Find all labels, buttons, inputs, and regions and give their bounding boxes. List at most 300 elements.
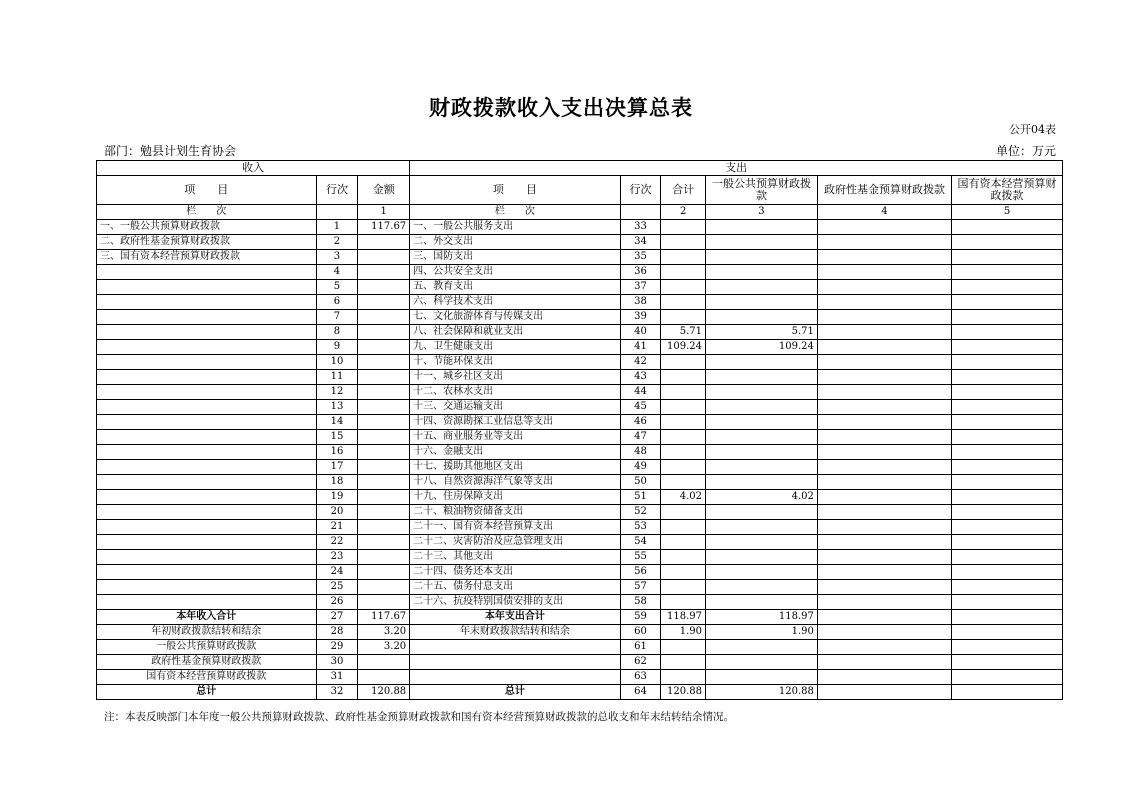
expense-general-cell [706, 220, 818, 235]
expense-row-no-cell: 51 [620, 490, 661, 505]
income-item-cell [97, 595, 317, 610]
sub-state-row [97, 670, 1063, 685]
year-income-amount: 117.67 [358, 610, 410, 625]
expense-general-cell [706, 595, 818, 610]
expense-fund-cell [817, 415, 951, 430]
income-row-no-cell: 23 [316, 550, 358, 565]
expense-general-cell [706, 475, 818, 490]
expense-state-cell [952, 250, 1063, 265]
expense-item-cell: 十四、资源勘探工业信息等支出 [410, 415, 620, 430]
begin-balance-no: 28 [316, 625, 358, 640]
table-row [97, 445, 1063, 460]
expense-row-no-cell: 54 [620, 535, 661, 550]
expense-row-no-cell: 50 [620, 475, 661, 490]
expense-general-cell [706, 385, 818, 400]
income-row-no-cell: 21 [316, 520, 358, 535]
grand-expense-general: 120.88 [706, 685, 818, 700]
expense-item-cell: 十五、商业服务业等支出 [410, 430, 620, 445]
income-amount-cell [358, 415, 410, 430]
begin-balance-label: 年初财政拨款结转和结余 [97, 625, 317, 640]
income-row-no-cell: 6 [316, 295, 358, 310]
income-amount-cell [358, 355, 410, 370]
table-row [97, 580, 1063, 595]
income-item-cell [97, 415, 317, 430]
expense-fund-cell [817, 310, 951, 325]
empty-cell [661, 655, 706, 670]
expense-state-cell [952, 460, 1063, 475]
sub-fund-ex-no: 62 [620, 655, 661, 670]
expense-item-cell: 三、国防支出 [410, 250, 620, 265]
expense-state-cell [952, 310, 1063, 325]
expense-fund-cell [817, 535, 951, 550]
income-item-cell [97, 430, 317, 445]
expense-item-cell: 十三、交通运输支出 [410, 400, 620, 415]
table-row [97, 310, 1063, 325]
table-row [97, 235, 1063, 250]
expense-item-cell: 十九、住房保障支出 [410, 490, 620, 505]
expense-state-cell [952, 430, 1063, 445]
year-expense-no: 59 [620, 610, 661, 625]
grand-income-no: 32 [316, 685, 358, 700]
expense-row-no-cell: 41 [620, 340, 661, 355]
empty-cell [358, 670, 410, 685]
income-item-cell [97, 325, 317, 340]
table-row [97, 295, 1063, 310]
expense-state-cell [952, 475, 1063, 490]
empty-cell [952, 640, 1063, 655]
grand-expense-total: 120.88 [661, 685, 706, 700]
year-expense-total: 118.97 [661, 610, 706, 625]
expense-total-header: 合计 [661, 176, 706, 205]
expense-row-no-cell: 48 [620, 445, 661, 460]
expense-row-no-cell: 46 [620, 415, 661, 430]
income-row-no-cell: 26 [316, 595, 358, 610]
income-row-no-cell: 11 [316, 370, 358, 385]
expense-general-cell [706, 550, 818, 565]
expense-row-no-cell: 42 [620, 355, 661, 370]
expense-state-cell [952, 595, 1063, 610]
expense-state-cell [952, 340, 1063, 355]
expense-item-cell: 七、文化旅游体育与传媒支出 [410, 310, 620, 325]
expense-item-cell: 十一、城乡社区支出 [410, 370, 620, 385]
empty-cell [706, 670, 818, 685]
sub-general-row [97, 640, 1063, 655]
expense-item-cell: 二十三、其他支出 [410, 550, 620, 565]
expense-rowno-header: 行次 [620, 176, 661, 205]
end-balance-label: 年末财政拨款结转和结余 [410, 625, 620, 640]
expense-general-cell [706, 400, 818, 415]
col-1-label: 1 [358, 205, 410, 220]
empty-cell [358, 655, 410, 670]
sub-fund-label: 政府性基金预算财政拨款 [97, 655, 317, 670]
table-row [97, 400, 1063, 415]
income-item-cell [97, 400, 317, 415]
end-balance-no: 60 [620, 625, 661, 640]
income-row-no-cell: 24 [316, 565, 358, 580]
income-amount-cell [358, 430, 410, 445]
expense-fund-cell [817, 430, 951, 445]
income-amount-cell [358, 385, 410, 400]
empty-cell [952, 685, 1063, 700]
expense-state-cell [952, 355, 1063, 370]
expense-header: 支出 [410, 161, 1063, 176]
expense-total-cell: 4.02 [661, 490, 706, 505]
expense-state-cell [952, 520, 1063, 535]
empty-cell [661, 640, 706, 655]
expense-general-cell [706, 370, 818, 385]
grand-income-amount: 120.88 [358, 685, 410, 700]
expense-fund-cell [817, 265, 951, 280]
table-row [97, 520, 1063, 535]
expense-total-cell [661, 550, 706, 565]
income-amount-cell [358, 565, 410, 580]
income-item-header: 项 目 [97, 176, 317, 205]
expense-total-cell [661, 355, 706, 370]
unit-label: 单位：万元 [995, 144, 1056, 158]
end-balance-fund [817, 625, 951, 640]
income-row-no-cell: 2 [316, 235, 358, 250]
income-row-no-cell: 16 [316, 445, 358, 460]
expense-state-cell [952, 265, 1063, 280]
expense-state-cell [952, 235, 1063, 250]
expense-fund-cell [817, 550, 951, 565]
income-amount-cell [358, 490, 410, 505]
expense-total-cell [661, 535, 706, 550]
income-row-no-cell: 3 [316, 250, 358, 265]
empty-cell [952, 670, 1063, 685]
expense-general-cell: 109.24 [706, 340, 818, 355]
income-item-cell [97, 505, 317, 520]
state-capital-header: 国有资本经营预算财政拨款 [952, 176, 1063, 205]
income-amount-cell [358, 595, 410, 610]
header-row-columns [97, 176, 1063, 205]
income-amount-cell [358, 445, 410, 460]
table-row [97, 355, 1063, 370]
expense-fund-cell [817, 520, 951, 535]
expense-total-cell [661, 310, 706, 325]
income-amount-cell [358, 460, 410, 475]
year-income-no: 27 [316, 610, 358, 625]
end-balance-general: 1.90 [706, 625, 818, 640]
expense-fund-cell [817, 565, 951, 580]
table-row [97, 415, 1063, 430]
income-row-no-cell: 10 [316, 355, 358, 370]
expense-row-no-cell: 33 [620, 220, 661, 235]
income-amount-cell [358, 325, 410, 340]
expense-total-cell [661, 280, 706, 295]
end-balance-total: 1.90 [661, 625, 706, 640]
income-amount-cell [358, 280, 410, 295]
expense-row-no-cell: 58 [620, 595, 661, 610]
expense-state-cell [952, 415, 1063, 430]
expense-general-cell [706, 535, 818, 550]
report-title: 财政拨款收入支出决算总表 [429, 95, 693, 120]
year-expense-state [952, 610, 1063, 625]
end-balance-state [952, 625, 1063, 640]
expense-fund-cell [817, 580, 951, 595]
empty-cell [706, 640, 818, 655]
expense-item-cell: 五、教育支出 [410, 280, 620, 295]
expense-fund-cell [817, 370, 951, 385]
expense-row-no-cell: 40 [620, 325, 661, 340]
expense-row-no-cell: 37 [620, 280, 661, 295]
expense-fund-cell [817, 250, 951, 265]
expense-general-cell: 5.71 [706, 325, 818, 340]
expense-total-cell [661, 505, 706, 520]
expense-item-cell: 十六、金融支出 [410, 445, 620, 460]
expense-item-cell: 二十五、债务付息支出 [410, 580, 620, 595]
income-row-no-cell: 15 [316, 430, 358, 445]
empty-cell [817, 685, 951, 700]
expense-general-cell [706, 310, 818, 325]
sub-fund-row [97, 655, 1063, 670]
income-amount-cell [358, 535, 410, 550]
expense-total-cell [661, 415, 706, 430]
expense-item-cell: 四、公共安全支出 [410, 265, 620, 280]
expense-row-no-cell: 35 [620, 250, 661, 265]
income-item-cell [97, 490, 317, 505]
income-header: 收入 [97, 161, 410, 176]
table-row [97, 265, 1063, 280]
expense-row-no-cell: 44 [620, 385, 661, 400]
income-item-cell: 一、一般公共预算财政拨款 [97, 220, 317, 235]
empty-cell [410, 670, 620, 685]
expense-row-no-cell: 38 [620, 295, 661, 310]
income-item-cell [97, 385, 317, 400]
table-row [97, 535, 1063, 550]
expense-row-no-cell: 56 [620, 565, 661, 580]
expense-fund-cell [817, 325, 951, 340]
income-row-no-cell: 7 [316, 310, 358, 325]
col-5-label: 5 [952, 205, 1063, 220]
empty-cell [817, 640, 951, 655]
expense-state-cell [952, 280, 1063, 295]
empty-cell [952, 655, 1063, 670]
expense-total-cell [661, 445, 706, 460]
income-item-cell: 三、国有资本经营预算财政拨款 [97, 250, 317, 265]
sub-general-amount: 3.20 [358, 640, 410, 655]
expense-fund-cell [817, 475, 951, 490]
table-row [97, 280, 1063, 295]
expense-row-no-cell: 49 [620, 460, 661, 475]
table-row [97, 460, 1063, 475]
year-expense-label: 本年支出合计 [410, 610, 620, 625]
table-row [97, 505, 1063, 520]
income-item-cell [97, 280, 317, 295]
expense-fund-cell [817, 505, 951, 520]
income-item-cell [97, 460, 317, 475]
sub-general-ex-no: 61 [620, 640, 661, 655]
expense-general-cell [706, 460, 818, 475]
income-item-cell [97, 370, 317, 385]
income-row-no-cell: 19 [316, 490, 358, 505]
expense-fund-cell [817, 445, 951, 460]
table-row [97, 430, 1063, 445]
expense-state-cell [952, 370, 1063, 385]
expense-total-cell [661, 520, 706, 535]
income-rowno-cell [316, 205, 358, 220]
expense-state-cell [952, 490, 1063, 505]
income-row-no-cell: 25 [316, 580, 358, 595]
expense-total-cell [661, 580, 706, 595]
income-item-cell [97, 265, 317, 280]
empty-cell [817, 655, 951, 670]
income-row-no-cell: 4 [316, 265, 358, 280]
expense-total-cell [661, 595, 706, 610]
empty-cell [661, 670, 706, 685]
grand-income-label: 总计 [97, 685, 317, 700]
empty-cell [817, 670, 951, 685]
expense-state-cell [952, 565, 1063, 580]
expense-total-cell [661, 235, 706, 250]
sub-state-no: 31 [316, 670, 358, 685]
column-number-row [97, 205, 1063, 220]
income-row-no-cell: 8 [316, 325, 358, 340]
expense-general-cell [706, 355, 818, 370]
expense-general-cell [706, 430, 818, 445]
expense-rowno-cell [620, 205, 661, 220]
expense-total-cell [661, 400, 706, 415]
grand-expense-no: 64 [620, 685, 661, 700]
expense-total-cell [661, 250, 706, 265]
expense-general-cell [706, 580, 818, 595]
expense-general-cell [706, 250, 818, 265]
income-item-cell [97, 340, 317, 355]
department-label: 部门：勉县计划生育协会 [104, 144, 237, 158]
expense-state-cell [952, 325, 1063, 340]
grand-expense-label: 总计 [410, 685, 620, 700]
table-row [97, 490, 1063, 505]
sub-general-label: 一般公共预算财政拨款 [97, 640, 317, 655]
expense-row-no-cell: 55 [620, 550, 661, 565]
expense-general-cell [706, 235, 818, 250]
income-row-no-cell: 17 [316, 460, 358, 475]
income-item-cell [97, 565, 317, 580]
income-rowno-header: 行次 [316, 176, 358, 205]
table-row [97, 325, 1063, 340]
income-column-no-label: 栏 次 [97, 205, 317, 220]
income-row-no-cell: 5 [316, 280, 358, 295]
sub-fund-no: 30 [316, 655, 358, 670]
expense-row-no-cell: 47 [620, 430, 661, 445]
expense-fund-cell [817, 595, 951, 610]
empty-cell [410, 655, 620, 670]
col-3-label: 3 [706, 205, 818, 220]
expense-total-cell [661, 430, 706, 445]
income-amount-cell [358, 580, 410, 595]
expense-general-cell: 4.02 [706, 490, 818, 505]
expense-state-cell [952, 505, 1063, 520]
expense-general-cell [706, 265, 818, 280]
income-row-no-cell: 1 [316, 220, 358, 235]
expense-item-cell: 二十四、债务还本支出 [410, 565, 620, 580]
expense-total-cell: 5.71 [661, 325, 706, 340]
expense-total-cell [661, 265, 706, 280]
income-amount-cell [358, 250, 410, 265]
year-expense-general: 118.97 [706, 610, 818, 625]
expense-general-cell [706, 505, 818, 520]
income-amount-cell [358, 520, 410, 535]
expense-fund-cell [817, 295, 951, 310]
income-item-cell [97, 550, 317, 565]
income-row-no-cell: 22 [316, 535, 358, 550]
income-amount-header: 金额 [358, 176, 410, 205]
income-amount-cell [358, 400, 410, 415]
expense-fund-cell [817, 490, 951, 505]
expense-total-cell [661, 385, 706, 400]
expense-state-cell [952, 295, 1063, 310]
income-amount-cell [358, 550, 410, 565]
expense-item-cell: 二十、粮油物资储备支出 [410, 505, 620, 520]
expense-row-no-cell: 52 [620, 505, 661, 520]
sub-state-label: 国有资本经营预算财政拨款 [97, 670, 317, 685]
expense-item-cell: 十七、援助其他地区支出 [410, 460, 620, 475]
year-income-label: 本年收入合计 [97, 610, 317, 625]
income-item-cell [97, 475, 317, 490]
income-row-no-cell: 13 [316, 400, 358, 415]
income-row-no-cell: 18 [316, 475, 358, 490]
expense-fund-cell [817, 340, 951, 355]
expense-general-cell [706, 280, 818, 295]
income-amount-cell [358, 475, 410, 490]
empty-cell [706, 655, 818, 670]
expense-state-cell [952, 400, 1063, 415]
income-amount-cell [358, 310, 410, 325]
expense-row-no-cell: 36 [620, 265, 661, 280]
income-amount-cell [358, 235, 410, 250]
expense-total-cell [661, 295, 706, 310]
expense-column-no-label: 栏 次 [410, 205, 620, 220]
expense-row-no-cell: 43 [620, 370, 661, 385]
table-row [97, 550, 1063, 565]
expense-general-cell [706, 415, 818, 430]
carryover-row [97, 625, 1063, 640]
expense-item-cell: 十、节能环保支出 [410, 355, 620, 370]
col-2-label: 2 [661, 205, 706, 220]
expense-total-cell [661, 460, 706, 475]
income-item-cell [97, 445, 317, 460]
table-row [97, 475, 1063, 490]
expense-general-cell [706, 520, 818, 535]
expense-item-cell: 十八、自然资源海洋气象等支出 [410, 475, 620, 490]
expense-item-header: 项 目 [410, 176, 620, 205]
expense-fund-cell [817, 385, 951, 400]
expense-total-cell [661, 370, 706, 385]
income-item-cell [97, 535, 317, 550]
expense-fund-cell [817, 400, 951, 415]
expense-item-cell: 九、卫生健康支出 [410, 340, 620, 355]
expense-fund-cell [817, 235, 951, 250]
table-row [97, 385, 1063, 400]
expense-item-cell: 二十六、抗疫特别国债安排的支出 [410, 595, 620, 610]
income-item-cell [97, 355, 317, 370]
table-row [97, 340, 1063, 355]
table-row [97, 370, 1063, 385]
sub-general-no: 29 [316, 640, 358, 655]
table-row [97, 220, 1063, 235]
income-amount-cell [358, 340, 410, 355]
income-item-cell [97, 310, 317, 325]
expense-row-no-cell: 39 [620, 310, 661, 325]
expense-item-cell: 八、社会保障和就业支出 [410, 325, 620, 340]
header-row-sections [97, 161, 1063, 176]
expense-row-no-cell: 34 [620, 235, 661, 250]
income-amount-cell [358, 295, 410, 310]
income-amount-cell: 117.67 [358, 220, 410, 235]
expense-fund-cell [817, 220, 951, 235]
income-row-no-cell: 12 [316, 385, 358, 400]
expense-row-no-cell: 53 [620, 520, 661, 535]
